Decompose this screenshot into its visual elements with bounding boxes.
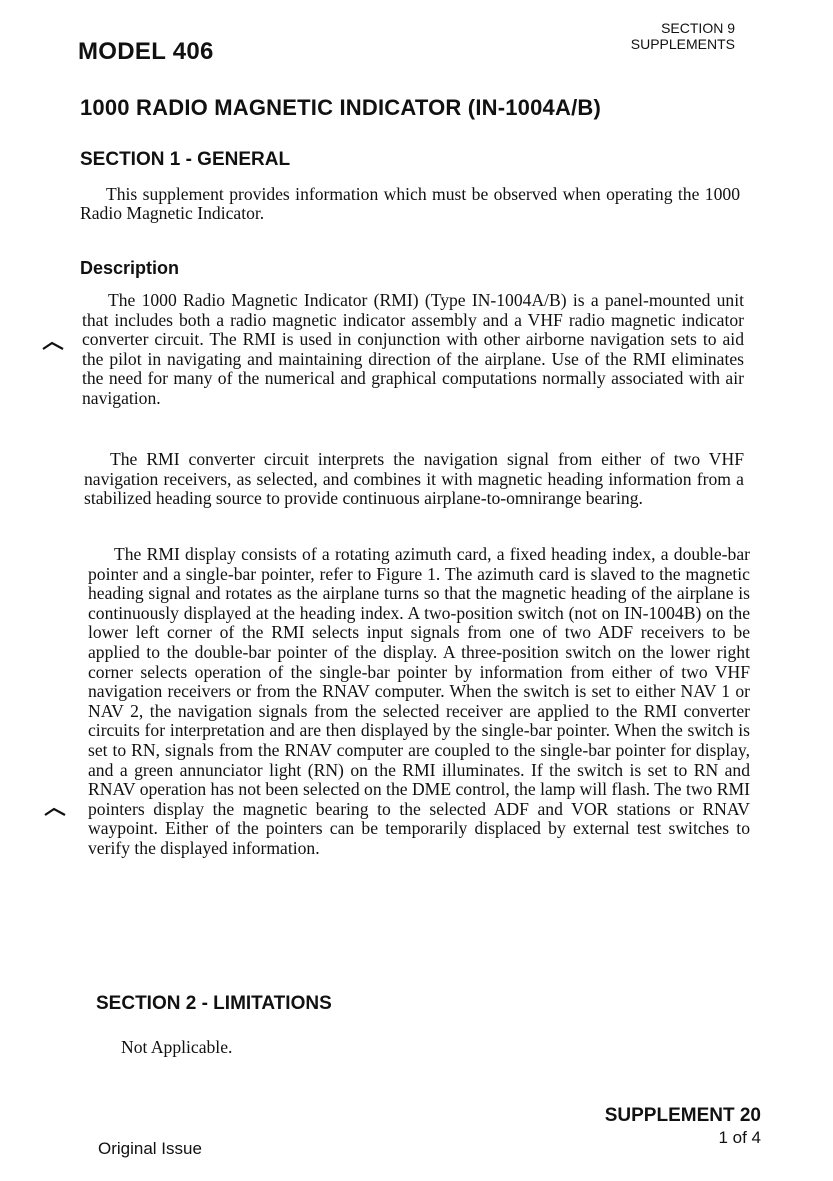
- section-header: [631, 20, 735, 52]
- revision-mark-icon: [44, 807, 66, 817]
- model-title: MODEL 406: [78, 38, 214, 65]
- supplement-number: SUPPLEMENT 20: [604, 1105, 761, 1126]
- description-paragraph-2: The RMI converter circuit interprets the navigation signal from either of two VHF navigation receivers, as selected, and combines it with magnetic heading information from a stabilized heading source to provide continuous airplane-to-omnirange bearing.: [84, 449, 744, 509]
- section-1-heading: SECTION 1 - GENERAL: [80, 149, 291, 170]
- description-heading: Description: [80, 258, 180, 278]
- section-number: SECTION 9: [661, 20, 735, 36]
- description-paragraph-1: The 1000 Radio Magnetic Indicator (RMI) (Type IN-1004A/B) is a panel-mounted unit that includes both a radio magnetic indicator assembly and a VHF radio magnetic indicator converter circuit. The RMI is used in conjunction with other airborne navigation sets to aid the pilot in navigating and maintaining direction of the airplane. Use of the RMI eliminates the need for many of the numerical and graphical computations normally associated with air navigation.: [82, 290, 744, 408]
- page-number: 1 of 4: [718, 1128, 761, 1147]
- revision-mark-icon: [42, 341, 64, 351]
- limitations-text: Not Applicable.: [121, 1037, 233, 1057]
- description-paragraph-3: The RMI display consists of a rotating azimuth card, a fixed heading index, a double-bar pointer and a single-bar pointer, refer to Figure 1. The azimuth card is slaved to the magnetic heading signal and rotates as the airplane turns so that the magnetic heading of the airplane is continuously displayed at the heading index. A two-position switch (not on IN-1004B) on the lower left corner of the RMI selects input signals from one of two ADF receivers to be applied to the double-bar pointer of the display. A three-position switch on the lower right corner selects operation of the single-bar pointer by information from either of two VHF navigation receivers or from the RNAV computer. When the switch is set to either NAV 1 or NAV 2, the navigation signals from the selected receiver are applied to the RMI converter circuits for interpretation and are then displayed by the single-bar pointer. When the switch is set to RN, signals from the RNAV computer are coupled to the single-bar pointer for display, and a green annunciator light (RN) on the RMI illuminates. If the switch is set to RN and RNAV operation has not been selected on the DME control, the lamp will flash. The two RMI pointers display the magnetic bearing to the selected ADF and VOR stations or RNAV waypoint. Either of the pointers can be temporarily displaced by external test switches to verify the displayed information.: [88, 544, 750, 858]
- document-title: 1000 RADIO MAGNETIC INDICATOR (IN-1004A/B): [80, 95, 601, 120]
- issue-label: Original Issue: [98, 1139, 202, 1158]
- section-2-heading: SECTION 2 - LIMITATIONS: [96, 993, 332, 1014]
- section-category: SUPPLEMENTS: [630, 36, 735, 52]
- intro-paragraph: This supplement provides information which must be observed when operating the 1000 Radio Magnetic Indicator.: [80, 184, 740, 223]
